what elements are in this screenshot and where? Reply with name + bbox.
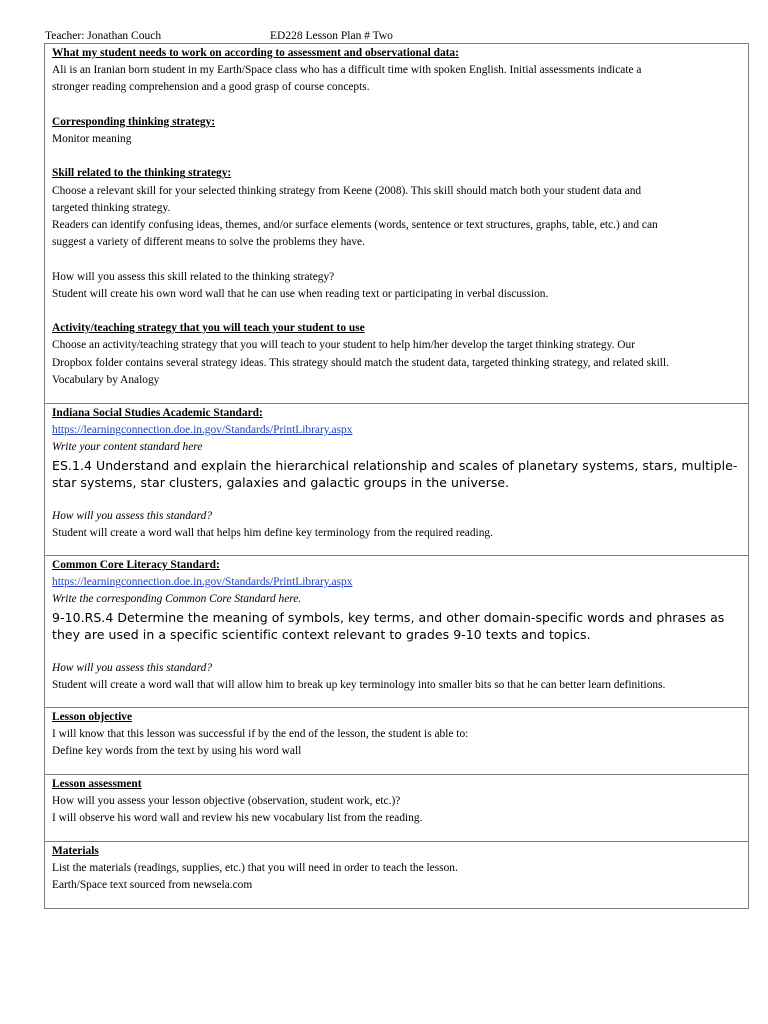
lesson-assessment-text: How will you assess your lesson objective (observation, student work, etc.)? (52, 795, 401, 808)
activity-text: Dropbox folder contains several strategy ideas. This strategy should match the student data, targeted thinking strategy, and related skill. (52, 356, 669, 369)
activity-text: Choose an activity/teaching strategy that you will teach to your student to help him/her develop the target thinking strategy. Our (52, 339, 635, 352)
student-needs-text: stronger reading comprehension and a good grasp of course concepts. (52, 81, 370, 94)
skill-assess-question: How will you assess this skill related to the thinking strategy? (52, 270, 335, 283)
lesson-plan-title: ED228 Lesson Plan # Two (270, 30, 393, 42)
skill-text: Readers can identify confusing ideas, themes, and/or surface elements (words, sentence or text structures, graphs, table, etc.) and can (52, 219, 658, 231)
materials-text: List the materials (readings, supplies, etc.) that you will need in order to teach the lesson. (52, 862, 458, 875)
lesson-assessment-heading: Lesson assessment (52, 778, 142, 790)
common-core-standard-cell (45, 555, 748, 707)
teacher-name: Teacher: Jonathan Couch (45, 30, 162, 42)
social-studies-heading: Indiana Social Studies Academic Standard: (52, 407, 263, 419)
lesson-objective-text: Define key words from the text by using his word wall (52, 745, 302, 758)
lesson-objective-heading: Lesson objective (52, 711, 133, 723)
student-needs-heading: What my student needs to work on according to assessment and observational data: (52, 47, 459, 59)
social-studies-assess-answer: Student will create a word wall that helps him define key terminology from the required reading. (52, 527, 493, 540)
lesson-objective-text: I will know that this lesson was successful if by the end of the lesson, the student is able to: (52, 728, 469, 741)
common-core-assess-answer: Student will create a word wall that will allow him to break up key terminology into smaller bits so that he can better learn definitions. (52, 679, 666, 692)
activity-heading: Activity/teaching strategy that you will teach your student to use (52, 322, 365, 335)
materials-text: Earth/Space text sourced from newsela.com (52, 879, 253, 892)
skill-assess-answer: Student will create his own word wall that he can use when reading text or participating in verbal discussion. (52, 287, 549, 300)
thinking-strategy-value: Monitor meaning (52, 133, 132, 145)
skill-text: Choose a relevant skill for your selected thinking strategy from Keene (2008). This skill should match both your student data and (52, 184, 642, 197)
materials-heading: Materials (52, 845, 99, 857)
materials-cell (45, 841, 748, 908)
social-studies-prompt: Write your content standard here (52, 441, 203, 454)
common-core-link[interactable]: https://learningconnection.doe.in.gov/Standards/PrintLibrary.aspx (52, 576, 353, 589)
lesson-assessment-cell (45, 774, 748, 841)
lesson-objective-cell (45, 707, 748, 774)
common-core-heading: Common Core Literacy Standard: (52, 559, 220, 571)
skill-text: targeted thinking strategy. (52, 201, 171, 214)
social-studies-standard-text: ES.1.4 Understand and explain the hierarchical relationship and scales of planetary systems, stars, multiple-star systems, star clusters, galaxies and galactic groups in the universe. (52, 457, 738, 490)
common-core-assess-question: How will you assess this standard? (52, 662, 213, 675)
common-core-standard-text: 9-10.RS.4 Determine the meaning of symbols, key terms, and other domain-specific words and phrases as they are used in a specific scientific context relevant to grades 9-10 texts and topics. (52, 609, 725, 642)
student-needs-text: Ali is an Iranian born student in my Earth/Space class who has a difficult time with spoken English. Initial assessments indicate a (52, 64, 642, 77)
activity-strategy: Vocabulary by Analogy (52, 373, 160, 386)
thinking-strategy-heading: Corresponding thinking strategy: (52, 115, 216, 128)
social-studies-standard-cell (45, 403, 748, 555)
common-core-prompt: Write the corresponding Common Core Standard here. (52, 593, 302, 606)
social-studies-link[interactable]: https://learningconnection.doe.in.gov/Standards/PrintLibrary.aspx (52, 424, 353, 437)
skill-text: suggest a variety of different means to solve the problems they have. (52, 236, 365, 249)
lesson-plan-table (44, 43, 749, 909)
lesson-assessment-text: I will observe his word wall and review his new vocabulary list from the reading. (52, 812, 423, 825)
student-needs-cell (45, 44, 748, 403)
social-studies-assess-question: How will you assess this standard? (52, 510, 213, 523)
skill-heading: Skill related to the thinking strategy: (52, 167, 232, 180)
